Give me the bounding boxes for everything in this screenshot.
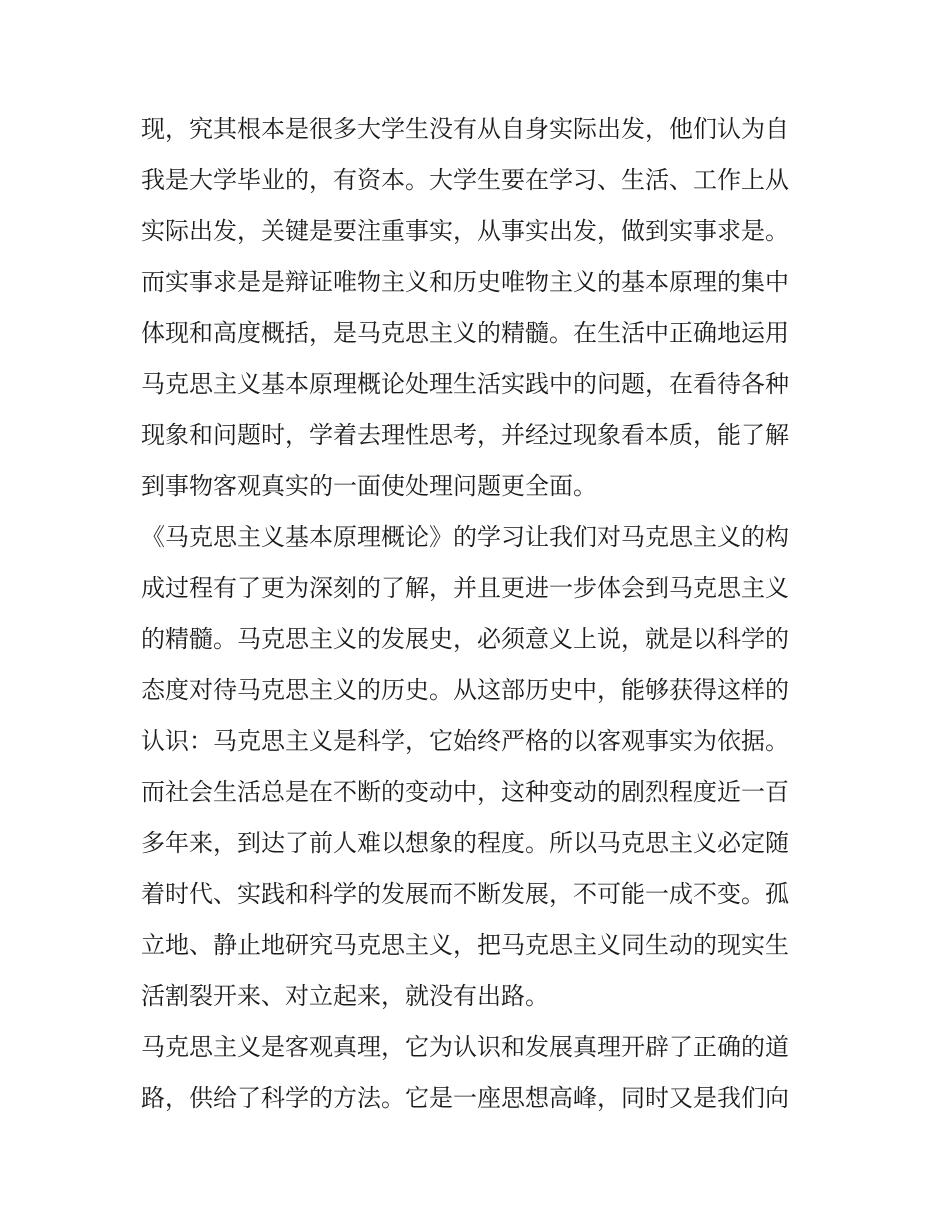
- paragraph-3: [141, 1022, 811, 1124]
- text-line: 认识：马克思主义是科学，它始终严格的以客观事实为依据。: [141, 727, 789, 755]
- text-line: 《马克思主义基本原理概论》的学习让我们对马克思主义的构: [141, 523, 789, 551]
- text-line: 而社会生活总是在不断的变动中，这种变动的剧烈程度近一百: [141, 778, 789, 806]
- text-line: 马克思主义基本原理概论处理生活实践中的问题，在看待各种: [141, 370, 789, 398]
- text-line: 态度对待马克思主义的历史。从这部历史中，能够获得这样的: [141, 676, 789, 704]
- text-line: 体现和高度概括，是马克思主义的精髓。在生活中正确地运用: [141, 319, 789, 347]
- text-line: 路，供给了科学的方法。它是一座思想高峰，同时又是我们向: [141, 1084, 789, 1112]
- document-body: [141, 104, 811, 1124]
- text-line: 现象和问题时，学着去理性思考，并经过现象看本质，能了解: [141, 421, 789, 449]
- text-line: 活割裂开来、对立起来，就没有出路。: [141, 982, 549, 1010]
- paragraph-2: [141, 512, 811, 1022]
- text-line: 的精髓。马克思主义的发展史，必须意义上说，就是以科学的: [141, 625, 789, 653]
- text-line: 我是大学毕业的，有资本。大学生要在学习、生活、工作上从: [141, 166, 789, 194]
- paragraph-1: [141, 104, 811, 512]
- text-line: 多年来，到达了前人难以想象的程度。所以马克思主义必定随: [141, 829, 789, 857]
- text-line: 而实事求是是辩证唯物主义和历史唯物主义的基本原理的集中: [141, 268, 789, 296]
- text-line: 成过程有了更为深刻的了解，并且更进一步体会到马克思主义: [141, 574, 789, 602]
- text-line: 现，究其根本是很多大学生没有从自身实际出发，他们认为自: [141, 115, 789, 143]
- text-line: 马克思主义是客观真理，它为认识和发展真理开辟了正确的道: [141, 1033, 789, 1061]
- text-line: 实际出发，关键是要注重事实，从事实出发，做到实事求是。: [141, 217, 789, 245]
- text-line: 到事物客观真实的一面使处理问题更全面。: [141, 472, 597, 500]
- text-line: 立地、静止地研究马克思主义，把马克思主义同生动的现实生: [141, 931, 789, 959]
- text-line: 着时代、实践和科学的发展而不断发展，不可能一成不变。孤: [141, 880, 789, 908]
